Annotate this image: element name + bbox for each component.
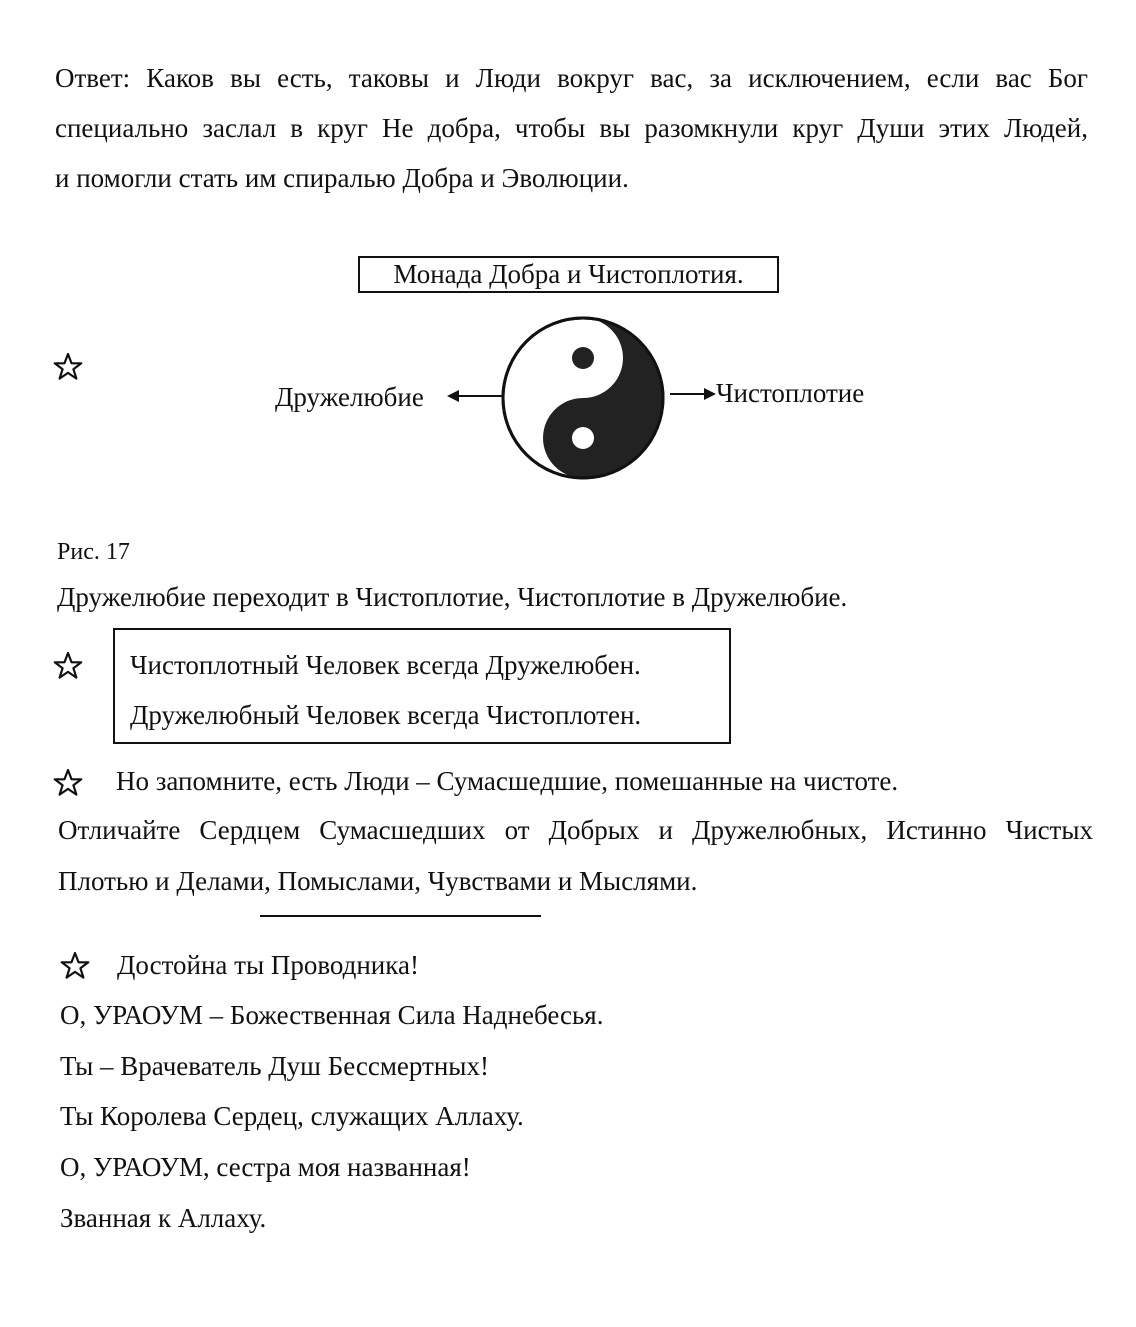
- star-icon: [53, 768, 83, 798]
- warning-line-3: Плотью и Делами, Помыслами, Чувствами и Мыслями.: [58, 866, 698, 896]
- figure-right-label: Чистоплотие: [716, 378, 865, 408]
- section-divider: [260, 915, 541, 917]
- arrow-left-icon: [447, 387, 503, 405]
- rule-line-1: Чистоплотный Человек всегда Дружелюбен.: [130, 650, 641, 680]
- verse-line-5: О, УРАОУМ, сестра моя названная!: [60, 1152, 471, 1182]
- arrow-right-icon: [670, 385, 716, 403]
- star-icon: [60, 951, 90, 981]
- intro-line-1: Ответ: Каков вы есть, таковы и Люди вокруг вас, за исключением, если вас Бог: [55, 63, 1088, 93]
- verse-line-3: Ты – Врачеватель Душ Бессмертных!: [60, 1051, 489, 1081]
- rule-line-2: Дружелюбный Человек всегда Чистоплотен.: [130, 700, 642, 730]
- intro-line-2: специально заслал в круг Не добра, чтобы вы разомкнули круг Души этих Людей,: [55, 113, 1088, 143]
- star-icon: [53, 651, 83, 681]
- figure-title-box: [358, 256, 779, 293]
- verse-line-1: Достойна ты Проводника!: [117, 950, 419, 980]
- figure-caption: Рис. 17: [57, 539, 130, 565]
- verse-line-2: О, УРАОУМ – Божественная Сила Наднебесья.: [60, 1000, 604, 1030]
- figure-title: Монада Добра и Чистоплотия.: [393, 259, 744, 289]
- intro-line-3: и помогли стать им спиралью Добра и Эволюции.: [55, 163, 629, 193]
- star-icon: [53, 352, 83, 382]
- verse-line-6: Званная к Аллаху.: [60, 1203, 267, 1233]
- warning-line-2: Отличайте Сердцем Сумасшедших от Добрых и Дружелюбных, Истинно Чистых: [58, 815, 1093, 845]
- yin-yang-icon: [500, 315, 666, 481]
- warning-line-1: Но запомните, есть Люди – Сумасшедшие, помешанные на чистоте.: [116, 766, 899, 796]
- figure-left-label: Дружелюбие: [275, 382, 424, 412]
- transition-text: Дружелюбие переходит в Чистоплотие, Чистоплотие в Дружелюбие.: [57, 582, 848, 612]
- verse-line-4: Ты Королева Сердец, служащих Аллаху.: [60, 1101, 524, 1131]
